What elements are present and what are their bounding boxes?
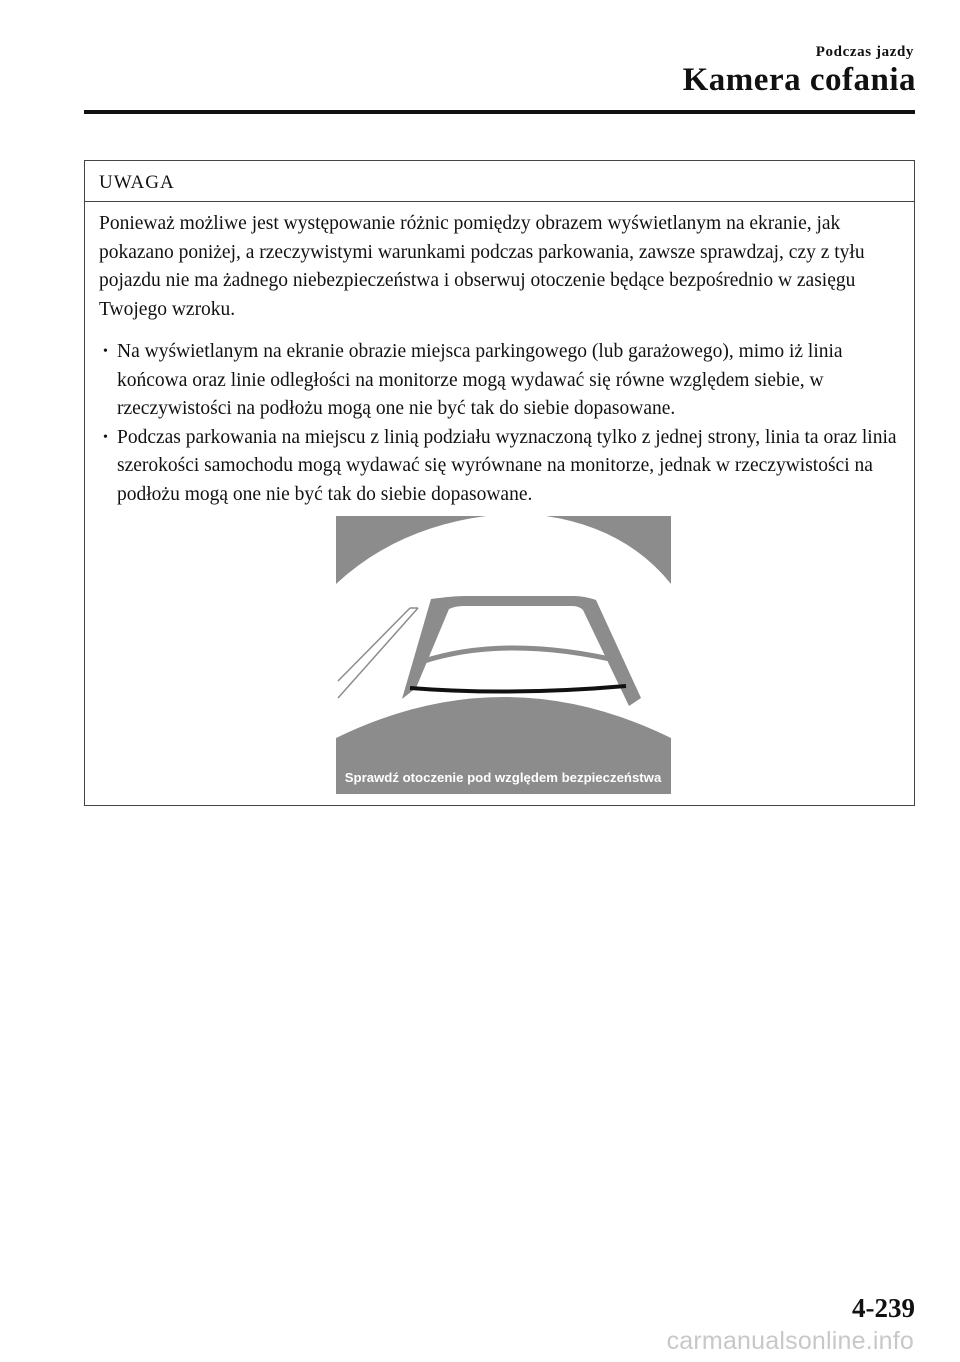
bullet-item <box>99 338 900 424</box>
notice-box <box>84 160 915 806</box>
page-number: 4-239 <box>852 1293 915 1323</box>
bullet-text: Na wyświetlanym na ekranie obrazie miejsca parkingowego (lub garażowego), mimo iż linia końcowa oraz linie odległości na monitorze mogą wydawać się równe względem siebie, w rzeczywistości na podłożu mogą one nie być tak do siebie dopasowane. <box>117 341 843 419</box>
bullet-icon: • <box>103 344 108 359</box>
figure-caption: Sprawdź otoczenie pod względem bezpieczeństwa <box>344 770 662 785</box>
header-rule <box>84 110 915 114</box>
notice-body <box>85 202 914 509</box>
chapter-title: Kamera cofania <box>682 62 916 98</box>
bullet-text: Podczas parkowania na miejscu z linią podziału wyznaczoną tylko z jednej strony, linia ta oraz linia szerokości samochodu mogą wydawać się wyrównane na monitorze, jednak w rzeczywistości na podłożu mogą one nie być tak do siebie dopasowane. <box>117 426 897 505</box>
notice-label: UWAGA <box>85 161 914 202</box>
section-label: Podczas jazdy <box>815 44 914 60</box>
site-watermark: carmanualsonline.info <box>666 1327 914 1355</box>
bullet-list <box>99 338 900 509</box>
bullet-icon: • <box>103 429 108 445</box>
bullet-item <box>99 424 900 510</box>
notice-intro: Ponieważ możliwe jest występowanie różnic pomiędzy obrazem wyświetlanym na ekranie, jak pokazano poniżej, a rzeczywistymi warunkami podczas parkowania, zawsze sprawdzaj, czy z tyłu pojazdu nie ma żadnego niebezpieczeństwa i obserwuj otoczenie będące bezpośrednio w zasięgu Twojego wzroku. <box>99 213 865 320</box>
rear-camera-screen-illustration <box>336 516 671 794</box>
